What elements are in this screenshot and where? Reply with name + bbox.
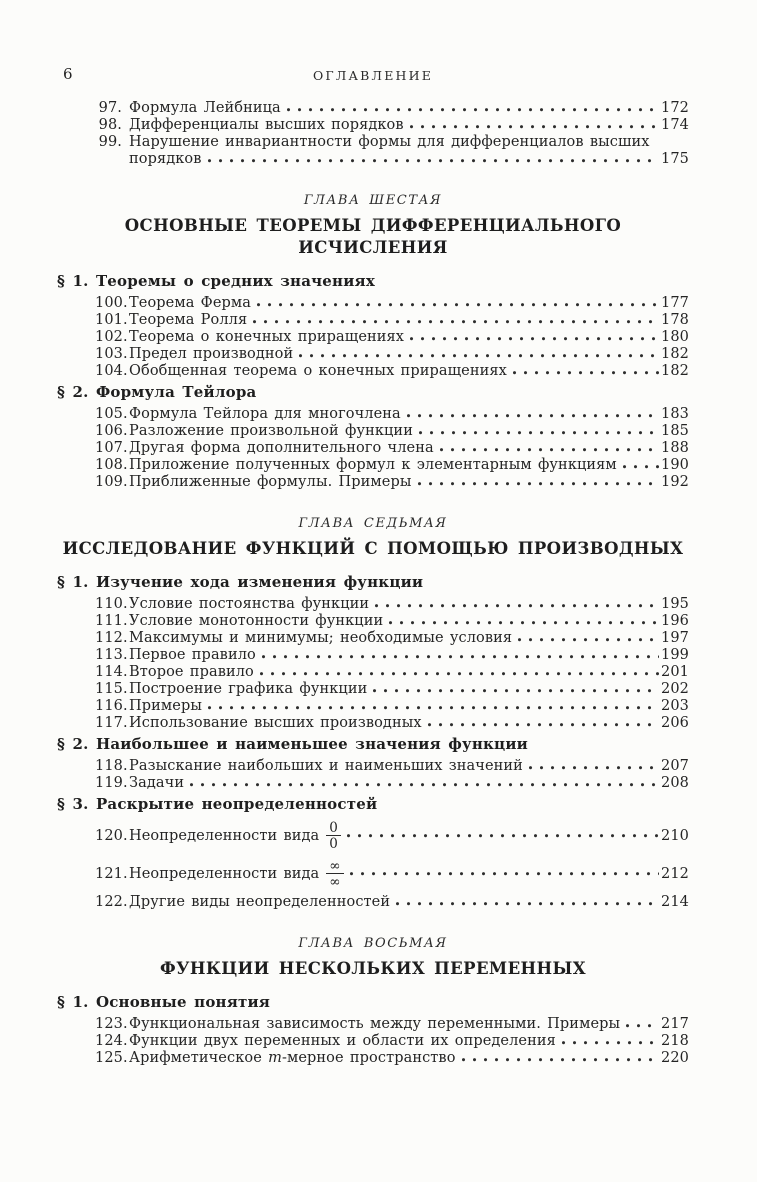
toc-entry [57,715,689,732]
toc-entry [57,406,689,423]
toc-entry [57,775,689,792]
dot-leader [428,723,659,727]
entry-title-variable: m [268,1050,282,1066]
dot-leader [253,320,659,324]
table-of-contents [57,100,689,1067]
entry-number: 103. [95,346,128,362]
section-heading: § 3. Раскрытие неопределенностей [57,795,378,813]
entry-page: 199 [661,647,689,663]
entry-number: 99. [98,134,122,150]
entry-title: Неопределенности вида [129,827,320,844]
entry-number: 124. [95,1033,128,1049]
entry-number: 98. [98,117,122,133]
entry-page: 214 [661,894,689,910]
entry-page: 174 [661,117,689,133]
entry-title: Приложение полученных формул к элементарным функциям [129,457,617,473]
entry-number: 113. [95,647,128,663]
entry-number: 105. [95,406,128,422]
entry-title: Условие монотонности функции [129,613,384,629]
entry-number: 121. [95,865,128,882]
entry-title: Формула Тейлора для многочлена [129,406,401,422]
entry-title: Формула Лейбница [129,100,281,116]
section-heading: § 1. Изучение хода изменения функции [57,573,424,591]
toc-entry [57,630,689,647]
dot-leader [623,465,659,469]
entry-title: Другая форма дополнительного члена [129,440,434,456]
fraction-numerator: ∞ [326,859,343,874]
entry-title: Теорема о конечных приращениях [129,329,405,345]
toc-entry [57,613,689,630]
entry-title: Теорема Ферма [129,295,252,311]
chapter-title: ИССЛЕДОВАНИЕ ФУНКЦИЙ С ПОМОЩЬЮ ПРОИЗВОДНЫХ [62,539,684,558]
chapter-kicker: ГЛАВА СЕДЬМАЯ [298,516,448,531]
entry-number: 97. [98,100,122,116]
entry-title: Нарушение инвариантности формы для дифференциалов высших [129,134,650,150]
dot-leader [418,482,660,486]
toc-entry [57,1016,689,1033]
entry-line-2 [57,151,689,168]
toc-entry [57,596,689,613]
entry-number: 114. [95,664,128,680]
toc-entry [57,664,689,681]
entry-title: Функции двух переменных и области их определения [129,1033,556,1049]
entry-number: 112. [95,630,128,646]
entry-page: 210 [661,827,689,844]
entry-title: Использование высших производных [129,715,422,731]
dot-leader [299,354,659,358]
entry-number: 118. [95,758,128,774]
entry-title: Теорема Ролля [129,312,248,328]
dot-leader [260,672,659,676]
entry-page: 177 [661,295,689,311]
dot-leader [257,303,659,307]
dot-leader [350,872,659,876]
entry-page: 190 [661,457,689,473]
chapter-kicker: ГЛАВА ШЕСТАЯ [303,193,443,208]
entry-page: 180 [661,329,689,345]
entry-page: 192 [661,474,689,490]
entry-page: 182 [661,346,689,362]
page-header-title: ОГЛАВЛЕНИЕ [312,68,434,83]
entry-number: 100. [95,295,128,311]
dot-leader [208,706,659,710]
fraction-numerator: 0 [326,821,341,836]
entry-number: 111. [95,613,128,629]
dot-leader [562,1041,659,1045]
dot-leader [389,621,659,625]
entry-line-1 [57,134,689,151]
toc-entry [57,440,689,457]
entry-page: 175 [661,151,689,167]
dot-leader [407,414,659,418]
entry-number: 125. [95,1050,128,1066]
fraction-denominator: ∞ [329,874,341,890]
entry-number: 106. [95,423,128,439]
entry-title: Разыскание наибольших и наименьших значений [129,758,523,774]
toc-entry [57,894,689,911]
toc-entry [57,295,689,312]
toc-entry [57,363,689,380]
entry-title: Приближенные формулы. Примеры [129,474,412,490]
entry-page: 172 [661,100,689,116]
entry-number: 115. [95,681,128,697]
section-heading: § 1. Теоремы о средних значениях [57,272,375,290]
section-heading: § 2. Наибольшее и наименьшее значения функции [57,735,528,753]
dot-leader [419,431,659,435]
dot-leader [375,604,659,608]
entry-page: 182 [661,363,689,379]
dot-leader [190,783,659,787]
entry-page: 196 [661,613,689,629]
toc-entry [57,681,689,698]
entry-page: 183 [661,406,689,422]
chapter-kicker: ГЛАВА ВОСЬМАЯ [298,936,448,951]
entry-number: 110. [95,596,128,612]
dot-leader [513,371,659,375]
entry-title: Разложение произвольной функции [129,423,413,439]
entry-title: Другие виды неопределенностей [129,894,391,910]
page-content [57,64,689,1067]
entry-page: 206 [661,715,689,731]
entry-title: Функциональная зависимость между переменными. Примеры [129,1016,621,1032]
dot-leader [373,689,659,693]
entry-title: Условие постоянства функции [129,596,370,612]
entry-number: 122. [95,894,128,910]
entry-number: 102. [95,329,128,345]
dot-leader [396,902,659,906]
entry-number: 104. [95,363,128,379]
entry-title: Арифметическое m-мерное пространство [129,1050,456,1066]
toc-entry [57,100,689,117]
entry-page: 185 [661,423,689,439]
toc-entry [57,647,689,664]
toc-entry [57,346,689,363]
dot-leader [462,1058,659,1062]
entry-title: Неопределенности вида [129,865,320,882]
toc-entry [57,457,689,474]
entry-title: Первое правило [129,647,256,663]
entry-page: 195 [661,596,689,612]
toc-entry [57,312,689,329]
entry-page: 203 [661,698,689,714]
toc-entry [57,758,689,775]
entry-title: Построение графика функции [129,681,368,697]
entry-page: 212 [661,865,689,882]
section-heading: § 1. Основные понятия [57,993,271,1011]
entry-page: 188 [661,440,689,456]
page-number: 6 [63,65,73,83]
entry-number: 123. [95,1016,128,1032]
section-heading: § 2. Формула Тейлора [57,383,257,401]
toc-entry [57,698,689,715]
entry-title: Дифференциалы высших порядков [129,117,404,133]
toc-entry [57,1033,689,1050]
entry-number: 108. [95,457,128,473]
entry-page: 208 [661,775,689,791]
entry-page: 178 [661,312,689,328]
entry-number: 119. [95,775,128,791]
entry-title-continuation: порядков [129,151,202,167]
entry-page: 218 [661,1033,689,1049]
entry-page: 220 [661,1050,689,1066]
toc-entry [57,474,689,491]
entry-number: 101. [95,312,128,328]
toc-entry [57,134,689,168]
toc-entry [57,856,689,892]
entry-number: 109. [95,474,128,490]
chapter-title: ФУНКЦИИ НЕСКОЛЬКИХ ПЕРЕМЕННЫХ [160,959,586,978]
entry-page: 217 [661,1016,689,1032]
entry-title: Предел производной [129,346,294,362]
toc-entry [57,117,689,134]
chapter-title: ОСНОВНЫЕ ТЕОРЕМЫ ДИФФЕРЕНЦИАЛЬНОГО ИСЧИСЛЕНИЯ [124,216,622,257]
entry-title: Задачи [129,775,185,791]
entry-number: 117. [95,715,128,731]
dot-leader [626,1024,659,1028]
entry-page: 202 [661,681,689,697]
dot-leader [529,766,659,770]
dot-leader [518,638,659,642]
dot-leader [440,448,659,452]
fraction [326,821,341,851]
entry-number: 120. [95,827,128,844]
entry-page: 207 [661,758,689,774]
toc-entry [57,818,689,854]
running-head [57,64,689,84]
entry-number: 116. [95,698,128,714]
entry-page: 201 [661,664,689,680]
dot-leader [208,159,659,163]
entry-number: 107. [95,440,128,456]
toc-entry [57,329,689,346]
fraction [326,859,343,889]
dot-leader [410,337,659,341]
dot-leader [410,125,659,129]
toc-entry [57,1050,689,1067]
dot-leader [262,655,659,659]
dot-leader [287,108,659,112]
entry-title: Примеры [129,698,202,714]
entry-title: Максимумы и минимумы; необходимые условия [129,630,513,646]
fraction-denominator: 0 [329,836,338,852]
entry-page: 197 [661,630,689,646]
dot-leader [347,834,659,838]
toc-entry [57,423,689,440]
entry-title: Второе правило [129,664,254,680]
entry-title: Обобщенная теорема о конечных приращениях [129,363,507,379]
